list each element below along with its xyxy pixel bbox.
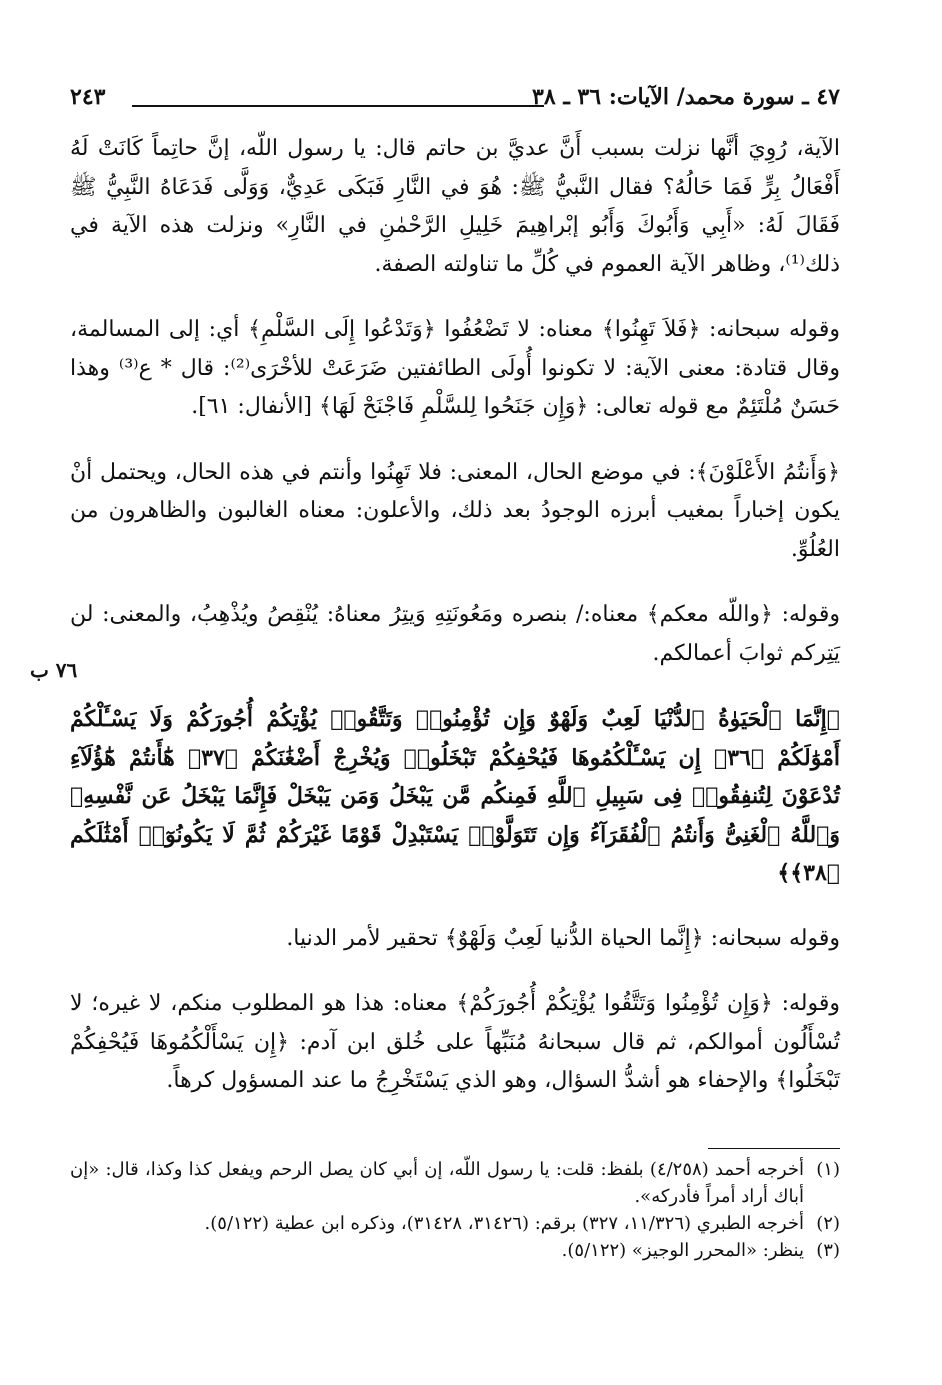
footnote-number: (٢): [816, 1213, 840, 1234]
header-rule: [132, 105, 544, 107]
footnotes: [70, 1156, 840, 1264]
footnote-text: أخرجه أحمد (٤/٢٥٨) بلفظ: قلت: يا رسول اللّه، إن أبي كان يصل الرحم ويفعل كذا وكذا، قال: «إن أباك أراد أمراً فأدركه».: [70, 1159, 804, 1207]
page-number: ٢٤٣: [70, 84, 106, 110]
page: [70, 84, 840, 1374]
paragraph-4: وقوله: ﴿واللّه معكم﴾ معناه:/ بنصره ومَعُونَتِهِ وَيتِرُ معناهُ: يُنْقِصُ ويُذْهِبُ، والمعنى: لن يَتِركم ثوابَ أعمالكم.: [70, 602, 840, 666]
margin-folio-note: ٧٦ ب: [30, 658, 78, 682]
quran-verse-block: ﴿إِنَّمَا ٱلْحَيَوٰةُ ٱلدُّنْيَا لَعِبٌ وَلَهْوٌ وَإِن تُؤْمِنُوا۟ وَتَتَّقُوا۟ يُؤْتِكُمْ أُجُورَكُمْ وَلَا يَسْـَٔلْكُمْ أَمْوَٰلَكُمْ ﴿٣٦﴾ إِن يَسْـَٔلْكُمُوهَا فَيُحْفِكُمْ تَبْخَلُوا۟ وَيُخْرِجْ أَضْغَٰنَكُمْ ﴿٣٧﴾ هَٰٓأَنتُمْ هَٰٓؤُلَآءِ تُدْعَوْنَ لِتُنفِقُوا۟ فِى سَبِيلِ ٱللَّهِ فَمِنكُم مَّن يَبْخَلُ وَمَن يَبْخَلْ فَإِنَّمَا يَبْخَلُ عَن نَّفْسِهِۦ وَٱللَّهُ ٱلْغَنِىُّ وَأَنتُمُ ٱلْفُقَرَآءُ وَإِن تَتَوَلَّوْا۟ يَسْتَبْدِلْ قَوْمًا غَيْرَكُمْ ثُمَّ لَا يَكُونُوٓا۟ أَمْثَٰلَكُم ﴿٣٨﴾﴾: [70, 706, 841, 886]
footnote-1: [70, 1156, 840, 1210]
footnote-text: أخرجه الطبري (١١/٣٢٦، ٣٢٧) برقم: (٣١٤٢٦، ٣١٤٢٨)، وذكره ابن عطية (٥/١٢٢).: [204, 1213, 804, 1234]
footnote-3: [70, 1237, 840, 1264]
paragraph-2: وقوله سبحانه: ﴿فَلاَ تَهِنُوا﴾ معناه: لا تَضْعُفُوا ﴿وَتَدْعُوا إِلَى السَّلْمِ﴾ أي: إلى المسالمة، وقال قتادة: معنى الآية: لا تكونوا أُولَى الطائفتين ضَرَعَتْ للأخْرَى⁽²⁾: قال * ع⁽³⁾ وهذا حَسَنٌ مُلْتَئِمٌ مع قوله تعالى: ﴿وَإِن جَنَحُوا لِلسَّلْمِ فَاجْنَحْ لَهَا﴾ [الأنفال: ٦١].: [70, 317, 840, 419]
footnote-number: (٣): [816, 1240, 840, 1261]
footnote-number: (١): [816, 1159, 840, 1180]
footnote-separator: [708, 1148, 840, 1149]
footnote-2: [70, 1210, 840, 1237]
paragraph-6: وقوله: ﴿وَإِن تُؤْمِنُوا وَتَتَّقُوا يُؤْتِكُمْ أُجُورَكُمْ﴾ معناه: هذا هو المطلوب منكم، لا غيره؛ لا تُسْأَلُون أموالكم، ثم قال سبحانهُ مُنَبِّهاً على خُلق ابن آدم: ﴿إِن يَسْأَلْكُمُوهَا فَيُحْفِكُمْ تَبْخَلُوا﴾ والإحفاء هو أشدُّ السؤال، وهو الذي يَسْتَخْرِجُ ما عند المسؤول كرهاً.: [70, 991, 840, 1093]
footnote-text: ينظر: «المحرر الوجيز» (٥/١٢٢).: [561, 1240, 804, 1261]
header-title: ٤٧ ـ سورة محمد/ الآيات: ٣٦ ـ ٣٨: [532, 84, 840, 110]
paragraph-1: الآية، رُوِيَ أنَّها نزلت بسبب أَنَّ عديَّ بن حاتم قال: يا رسول اللّه، إنَّ حاتِماً كَانَتْ لَهُ أَفْعَالُ بِرٍّ فَمَا حَالُهُ؟ فقال النَّبيُّ ﷺ: هُوَ في النَّارِ فَبَكَى عَدِيٌّ، وَوَلَّى فَدَعَاهُ النَّبِيُّ ﷺ فَقَالَ لَهُ: «أَبِي وَأَبُوكَ وَأَبُو إبْراهِيمَ خَلِيلِ الرَّحْمٰنِ في النَّارِ» ونزلت هذه الآية في ذلك⁽¹⁾، وظاهر الآية العموم في كُلِّ ما تناولته الصفة.: [70, 136, 840, 277]
paragraph-5: وقوله سبحانه: ﴿إِنَّما الحياة الدُّنيا لَعِبٌ وَلَهْوٌ﴾ تحقير لأمر الدنيا.: [286, 925, 840, 951]
running-header: [70, 84, 840, 124]
paragraph-3: ﴿وَأَنتُمُ الأَعْلَوْنَ﴾: في موضع الحال، المعنى: فلا تَهِنُوا وأنتم في هذه الحال، ويحتمل أنْ يكون إخباراً بمغيب أبرزه الوجودُ بعد ذلك، والأعلون: معناه الغالبون والظاهرون من العُلُوِّ.: [70, 459, 840, 562]
